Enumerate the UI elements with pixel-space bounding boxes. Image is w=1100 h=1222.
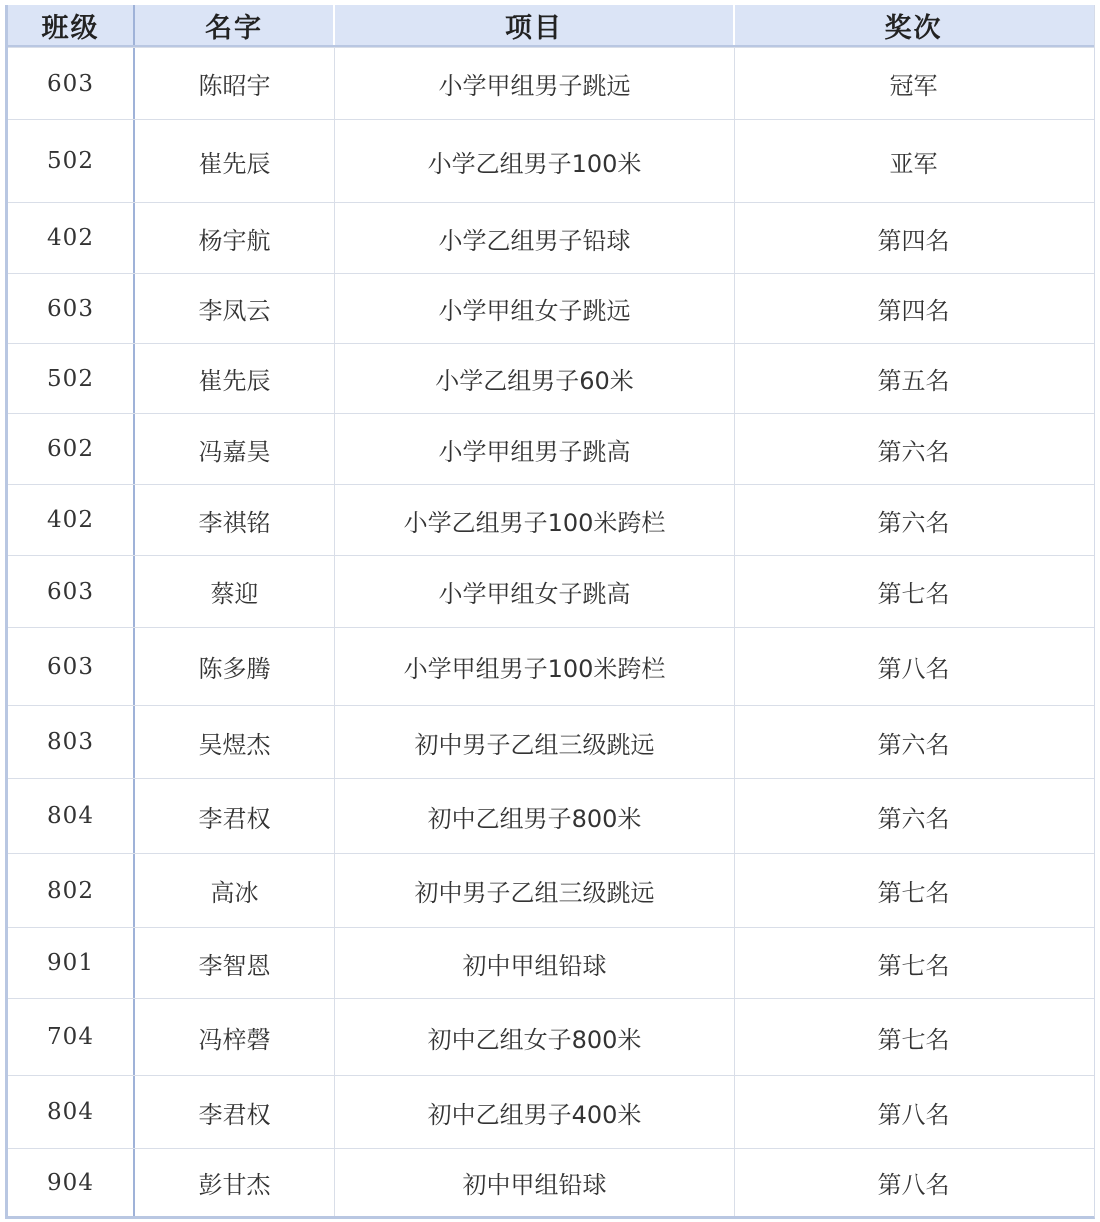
class-cell: 804	[8, 1076, 135, 1148]
class-cell: 901	[8, 928, 135, 998]
table-row	[8, 627, 1094, 705]
class-cell: 704	[8, 999, 135, 1075]
header-award: 奖次	[884, 12, 943, 44]
name-cell: 陈多腾	[135, 628, 335, 705]
event-cell: 初中乙组男子800米	[335, 779, 735, 853]
event-cell: 小学乙组男子60米	[335, 344, 735, 413]
name-cell: 杨宇航	[135, 203, 335, 273]
award-cell: 第六名	[877, 437, 950, 466]
name-cell: 李智恩	[135, 928, 335, 998]
table-row	[8, 705, 1094, 778]
award-cell: 第八名	[877, 1171, 950, 1199]
class-cell: 603	[8, 628, 135, 705]
award-cell: 第四名	[877, 297, 950, 325]
award-cell: 第七名	[877, 951, 950, 980]
name-cell: 李凤云	[135, 274, 335, 343]
award-cell: 第七名	[877, 1025, 950, 1054]
class-cell: 603	[8, 274, 135, 343]
event-cell: 小学乙组男子100米	[335, 120, 735, 202]
class-cell: 402	[8, 485, 135, 555]
name-cell: 李祺铭	[135, 485, 335, 555]
award-cell: 第六名	[877, 804, 950, 833]
table-row	[8, 202, 1094, 273]
award-cell: 第六名	[877, 730, 950, 759]
header-class: 班级	[8, 5, 135, 45]
event-cell: 初中乙组男子400米	[335, 1076, 735, 1148]
award-cell: 第五名	[877, 367, 950, 395]
name-cell: 吴煜杰	[135, 706, 335, 778]
results-table	[5, 5, 1095, 1219]
name-cell: 陈昭宇	[135, 48, 335, 119]
class-cell: 502	[8, 344, 135, 413]
table-row	[8, 853, 1094, 927]
table-row	[8, 47, 1094, 119]
event-cell: 小学乙组男子铅球	[335, 203, 735, 273]
event-cell: 小学甲组男子100米跨栏	[335, 628, 735, 705]
table-row	[8, 413, 1094, 484]
name-cell: 冯梓磬	[135, 999, 335, 1075]
class-cell: 904	[8, 1149, 135, 1216]
name-cell: 李君权	[135, 779, 335, 853]
event-cell: 初中男子乙组三级跳远	[335, 854, 735, 927]
table-header-row	[8, 5, 1094, 47]
table-row	[8, 927, 1094, 998]
event-cell: 初中甲组铅球	[335, 1149, 735, 1216]
table-row	[8, 343, 1094, 413]
header-event: 项目	[335, 5, 735, 45]
award-cell: 第八名	[877, 1100, 950, 1129]
class-cell: 602	[8, 414, 135, 484]
class-cell: 502	[8, 120, 135, 202]
event-cell: 小学甲组女子跳高	[335, 556, 735, 627]
name-cell: 崔先辰	[135, 120, 335, 202]
class-cell: 402	[8, 203, 135, 273]
award-cell: 冠军	[889, 72, 938, 100]
table-row	[8, 1148, 1094, 1216]
award-cell: 第四名	[877, 226, 950, 255]
award-cell: 第八名	[877, 655, 950, 683]
event-cell: 初中甲组铅球	[335, 928, 735, 998]
award-cell: 第七名	[877, 879, 950, 907]
table-row	[8, 119, 1094, 202]
class-cell: 803	[8, 706, 135, 778]
table-row	[8, 273, 1094, 343]
class-cell: 603	[8, 556, 135, 627]
table-row	[8, 484, 1094, 555]
event-cell: 小学甲组男子跳远	[335, 48, 735, 119]
class-cell: 802	[8, 854, 135, 927]
award-cell: 第六名	[877, 508, 950, 537]
name-cell: 蔡迎	[135, 556, 335, 627]
table-row	[8, 1075, 1094, 1148]
name-cell: 高冰	[135, 854, 335, 927]
event-cell: 小学甲组女子跳远	[335, 274, 735, 343]
event-cell: 小学甲组男子跳高	[335, 414, 735, 484]
table-row	[8, 778, 1094, 853]
award-cell: 亚军	[889, 149, 938, 178]
class-cell: 603	[8, 48, 135, 119]
name-cell: 李君权	[135, 1076, 335, 1148]
class-cell: 804	[8, 779, 135, 853]
table-row	[8, 555, 1094, 627]
name-cell: 崔先辰	[135, 344, 335, 413]
header-name: 名字	[135, 5, 335, 45]
event-cell: 初中男子乙组三级跳远	[335, 706, 735, 778]
award-cell: 第七名	[877, 580, 950, 608]
name-cell: 彭甘杰	[135, 1149, 335, 1216]
name-cell: 冯嘉昊	[135, 414, 335, 484]
event-cell: 初中乙组女子800米	[335, 999, 735, 1075]
event-cell: 小学乙组男子100米跨栏	[335, 485, 735, 555]
table-row	[8, 998, 1094, 1075]
